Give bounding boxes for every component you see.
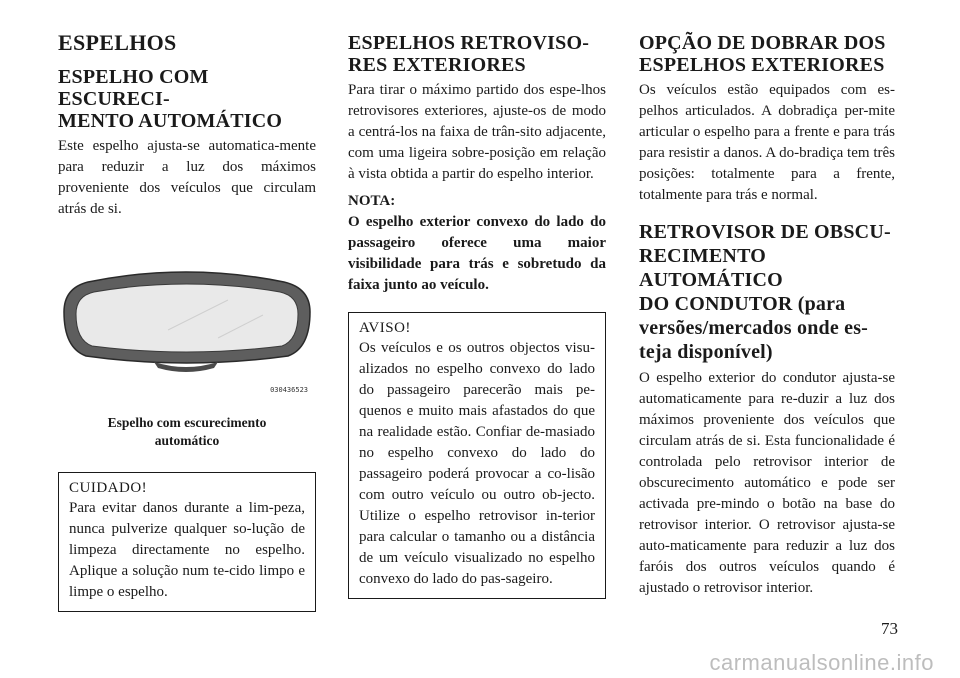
section-heading-folding-mirrors	[639, 32, 895, 76]
heading-line: RECIMENTO AUTOMÁTICO	[639, 245, 783, 291]
caption-line: automático	[154, 433, 220, 448]
heading-line: MENTO AUTOMÁTICO	[58, 110, 283, 132]
auto-dimming-body: Este espelho ajusta-se automatica-mente para reduzir a luz dos máximos proveniente dos veículos que circulam atrás de si.	[58, 138, 316, 217]
caution-title: CUIDADO!	[69, 480, 148, 496]
heading-line: RETROVISOR DE OBSCU-	[639, 221, 891, 243]
column-2	[348, 30, 606, 599]
rearview-mirror-illustration	[58, 260, 316, 390]
main-heading: ESPELHOS	[58, 30, 177, 55]
note-text: O espelho exterior convexo do lado do passageiro oferece uma maior visibilidade para trás e sobretudo da faixa junto ao veículo.	[348, 214, 606, 293]
section-heading-driver-auto-dimming	[639, 220, 895, 364]
figure-caption	[58, 414, 316, 450]
heading-line: RES EXTERIORES	[348, 54, 526, 76]
heading-line: ESPELHOS EXTERIORES	[639, 54, 885, 76]
warning-box	[348, 312, 606, 599]
heading-line: DO CONDUTOR (para	[639, 293, 846, 315]
driver-auto-dimming-body: O espelho exterior do condutor ajusta-se automaticamente para re-duzir a luz dos máximos proveniente dos veículos que circulam atrás de si. Esta funcionalidade é controlada pelo retrovisor interior de obscurecimento automático e pode ser activada pre-mindo o botão na base do retrovisor interior. O retrovisor ajusta-se auto-maticamente para reduzir a luz dos faróis dos outros veículos quando é ajustado o retrovisor interior.	[639, 370, 895, 596]
watermark: carmanualsonline.info	[709, 650, 934, 675]
section-heading-auto-dimming-mirror	[58, 66, 316, 132]
heading-line: ESPELHO COM ESCURECI-	[58, 66, 209, 110]
heading-line: OPÇÃO DE DOBRAR DOS	[639, 32, 886, 54]
warning-title: AVISO!	[359, 320, 411, 336]
heading-line: ESPELHOS RETROVISO-	[348, 32, 590, 54]
mirror-figure	[58, 260, 316, 410]
note-label: NOTA:	[348, 193, 396, 209]
column-3	[639, 30, 895, 599]
exterior-mirrors-body: Para tirar o máximo partido dos espe-lhos retrovisores exteriores, ajuste-os de modo a centrá-los na faixa de trân-sito adjacente, com uma ligeira sobre-posição em relação à vista obtida a partir do espelho interior.	[348, 82, 606, 182]
folding-mirrors-body: Os veículos estão equipados com es-pelhos articulados. A dobradiça per-mite articular o espelho para a frente e para trás para resistir a danos. A do-bradiça tem três posições: totalmente para a frente, totalmente para trás e normal.	[639, 82, 895, 203]
heading-line: teja disponível)	[639, 341, 773, 363]
figure-code: 030436523	[270, 386, 308, 394]
warning-text: Os veículos e os outros objectos visu-alizados no espelho convexo do lado do passageiro parecerão mais pe-quenos e muito mais afastados do que na realidade estão. Confiar de-masiado no espelho convexo do lado do passageiro poderá provocar a co-lisão com outro veículo ou outro ob-jecto. Utilize o espelho retrovisor in-terior para calcular o tamanho ou a distância de um veículo visualizado no espelho convexo do lado do pas-sageiro.	[359, 340, 595, 587]
page-number: 73	[881, 619, 898, 638]
section-heading-exterior-mirrors	[348, 32, 606, 76]
caution-text: Para evitar danos durante a lim-peza, nunca pulverize qualquer so-lução de limpeza directamente no espelho. Aplique a solução num te-cido limpo e limpe o espelho.	[69, 500, 305, 600]
caution-box	[58, 472, 316, 612]
heading-line: versões/mercados onde es-	[639, 317, 869, 339]
column-1	[58, 30, 316, 612]
caption-line: Espelho com escurecimento	[107, 415, 267, 430]
